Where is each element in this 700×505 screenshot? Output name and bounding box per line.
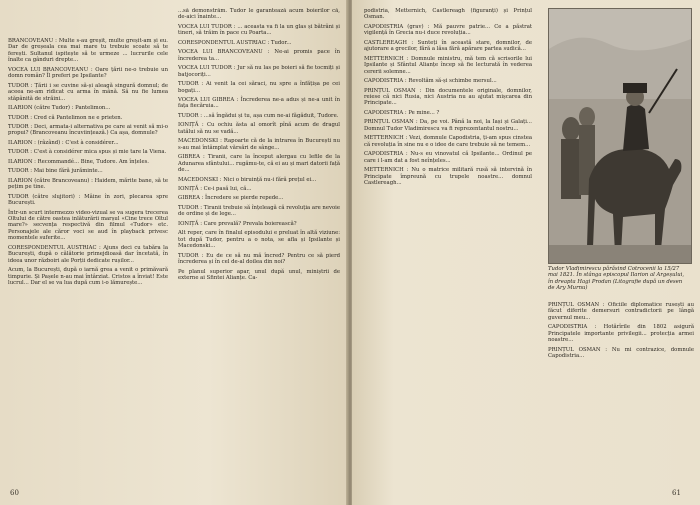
text-paragraph: VOCEA LUI GIBREA : Încrederea ne-a adus și ne-a unit în fața fiecăruia... xyxy=(178,96,340,110)
text-paragraph: MACEDONSKI : Rapoarte că de la intrarea în București nu s-au mai întâmplat vărsări de sânge... xyxy=(178,138,340,151)
text-paragraph: Într-un scurt intermezzo video-vizual se va sugera trecerea Oltului de către oastea inlăturării marșul «Cine trece Oltul mare?» secvența respectivă din filmul «Tudor» etc. Personajele ale căror voci se aud în playback privesc momentele suferite... xyxy=(8,209,168,242)
text-paragraph: PRINȚUL OSMAN : Oficiile diplomatice rusești au făcut diferite demersuri contradictorii pe lângă guvernul meu... xyxy=(548,302,694,321)
left-page xyxy=(0,0,348,505)
text-paragraph: TUDOR : Tiranii trebuie să înțeleagă că revoluția are nevoie de ordine și de lege... xyxy=(178,204,340,218)
right-column-1 xyxy=(364,8,532,488)
left-column-2 xyxy=(178,8,340,488)
text-paragraph: TUDOR : Țării i se cuvine să-și aleagă singură domnul; de aceea ne-am ridicat cu arma în mână. Să nu fie lumea stăpânită de străini... xyxy=(8,82,168,102)
text-paragraph: ILARION (către Tudor) : Pantelimon... xyxy=(8,105,111,112)
text-paragraph: METTERNICH : Domnule ministru, mă tem că scrisorile lui Ipsilante și Sfântul Alianțe încep să fie lecturată în vederea cererii solemne... xyxy=(364,55,532,75)
text-paragraph: VOCEA LUI TUDOR : Jur să nu las pe boieri să fie tocmiți și batjocoriți... xyxy=(178,65,340,78)
text-paragraph: GIBREA : Încredere se pierde repede... xyxy=(178,195,284,202)
text-paragraph: IONIȚĂ : Ce-i pasă lui, că... xyxy=(178,185,252,192)
text-paragraph: TUDOR : Ai venit la cei săraci, nu spre a înfățișa pe cei bogați... xyxy=(178,81,340,94)
text-paragraph: Acum, la București, după o iarnă grea a venit o primăvară timpurie. Și Pașele n-au mai întârziat. Cristos a înviat! Este lucrul... Dar el se va lua după cum i-o lămurește... xyxy=(8,267,168,287)
image-alt-text xyxy=(549,9,550,10)
text-paragraph: VOCEA LUI BRANCOVEANU : Oare țării ne-o trebuie un domn român? Îl preferi pe Ipsilante? xyxy=(8,66,168,80)
text-paragraph: TUDOR : Deci, armata-i alternativa pe care ai venit să mi-o propui? (Brancoveanu încuviințează.) Ca așa, domnule? xyxy=(8,123,168,137)
text-paragraph: PRINȚUL OSMAN : Din documentele originale, domnilor, reiese că nici Rusia, nici Austria nu au ajutat mișcarea din Principate... xyxy=(364,87,532,107)
text-paragraph: Pe planul superior apar, unul după unul, miniștrii de externe ai Sfintei Alianțe. Ca- xyxy=(178,268,340,281)
text-paragraph: TUDOR : Eu de ce să nu mă încred? Pentru ce să pierd încrederea și în cel de-al doilea din noi? xyxy=(178,252,340,266)
text-paragraph: Alt reper, care în finalul episodului e preluat în altă viziune: tot după Tudor, pentru a o nota, se afla și Ipsilante și Macedonski... xyxy=(178,230,340,250)
text-paragraph: TUDOR : C'est à considérer mica spus și mie tare la Viena. xyxy=(8,149,167,156)
text-paragraph: GIBREA : Tiranii, care la început alergau cu lefile de la Adunarea sfântului... rugămu-te, că ei au și mari datorii față de... xyxy=(178,154,340,174)
text-paragraph: IONIȚĂ : Cu ochiu ăsta al omorît pînă acum de dragul tatălui să nu se vadă... xyxy=(178,122,340,135)
text-paragraph: CAPODISTRIA : Nu-s eu vinovatul că Ipsilante... Ordinul pe care i l-am dat a fost neînțeles... xyxy=(364,151,532,164)
text-paragraph: ...să demonstrăm. Tudor le garantează acum boierilor că, de-aici înainte... xyxy=(178,8,340,21)
text-paragraph: CORESPONDENTUL AUSTRIAC : Ajuns deci cu tabăra la București, după o călătorie primejdioasă dar încetată, în ideea unor războiri ale Porții dedicate rușilor... xyxy=(8,244,168,264)
text-paragraph: PRINȚUL OSMAN : Nu mi contrazice, domnule Capodistria... xyxy=(548,346,694,360)
right-column-2 xyxy=(548,302,694,488)
text-paragraph: CAPODISTRIA : Revoltăm să-și schimbe mersul... xyxy=(364,78,497,85)
text-paragraph: METTERNICH : Vezi, domnule Capodistria, ți-am spus cinstea că revoluția în sine nu e o idee de care trebuie să ne temem... xyxy=(364,135,532,148)
text-paragraph: IONIȚĂ : Care prevală? Prevala boierească? xyxy=(178,220,297,227)
left-column-1 xyxy=(8,38,168,478)
text-paragraph: ILARION : (râzând) : C'est à considérer... xyxy=(8,139,119,146)
text-paragraph: TUDOR : Mai bine fără jurăminte... xyxy=(8,168,103,175)
text-paragraph: CAPODISTRIA : Pe mine... ? xyxy=(364,109,440,116)
text-paragraph: ILARION : Recommandé... Bine, Tudore. Am înțeles. xyxy=(8,158,149,165)
text-paragraph: METTERNICH : Nu o matrice militară rusă să intervină în Principate împreună cu trupele noastre... domnul Castlereagh... xyxy=(364,167,532,186)
text-paragraph: TUDOR : Cred că Pantelimon ne e prieten. xyxy=(8,114,123,121)
text-paragraph: CASTLEREAGH : Sunteți în această stare, domnilor, de ajutorare a grecilor, fără a lăsa fără apărare partea sudică... xyxy=(364,39,532,53)
engraving-illustration xyxy=(548,8,692,264)
text-paragraph: ILARION (către Brancoveanu) : Haidem, mărite bane, să te pețim pe tine. xyxy=(8,177,168,191)
text-paragraph: PRINȚUL OSMAN : Da, pe voi. Până la noi, la Iași și Galați... Domnul Tudor Vladimirescu va fi reprezentantul nostru... xyxy=(364,119,532,132)
text-paragraph: CAPODISTRIA (grav) : Mă pauvre patrie... Ce a păstrat vigilență în Grecia nu-i duce revoluția... xyxy=(364,23,532,37)
text-paragraph: TUDOR : ...să îngădui și tu, așa cum ne-ai făgăduit, Tudore. xyxy=(178,112,339,119)
text-paragraph: BRANCOVEANU : Multe s-au greșit, multe greșit-am și eu. Dar de greșeala cea mai mare tu trebuie scoate să te ferești. Sultanul ispitește să te urmeze ... lucrurile cele înalte ca gânduri drepte... xyxy=(8,38,168,64)
text-paragraph: podistria, Metternich, Castlereagh (figuranți) și Prințul Osman. xyxy=(364,8,532,21)
text-paragraph: MACEDONSKI : Nici o biruință nu-i fără prețul ei... xyxy=(178,176,317,183)
left-page-number: 60 xyxy=(10,489,19,497)
horseman-engraving-image xyxy=(549,9,691,263)
text-paragraph: CAPODISTRIA : Hotărîrile din 1802 asigură Principatele importante privilegii... protecția armei noastre... xyxy=(548,324,694,344)
text-paragraph: VOCEA LUI BRANCOVEANU : Ne-ai promis pace în încrederea ta... xyxy=(178,49,340,62)
illustration-caption xyxy=(548,266,690,292)
text-paragraph: Tudor Vladimirescu părăsind Cotrocenii la 15/27 mai 1821. În stânga episcopul Ilarion al Argeșului, în dreapta Hagi Prodan (Litografie după un desen de Ary Murnu) xyxy=(548,266,685,292)
right-page-number: 61 xyxy=(672,489,681,497)
text-paragraph: TUDOR (către slujitori) : Mâine în zori, plecarea spre București. xyxy=(8,193,168,207)
text-paragraph: VOCEA LUI TUDOR : ... aceasta va fi la un glas și bătrâni și tineri, să trăim în pace cu Poarta... xyxy=(178,23,340,37)
text-paragraph: CORESPONDENTUL AUSTRIAC : Tudor... xyxy=(178,39,292,46)
